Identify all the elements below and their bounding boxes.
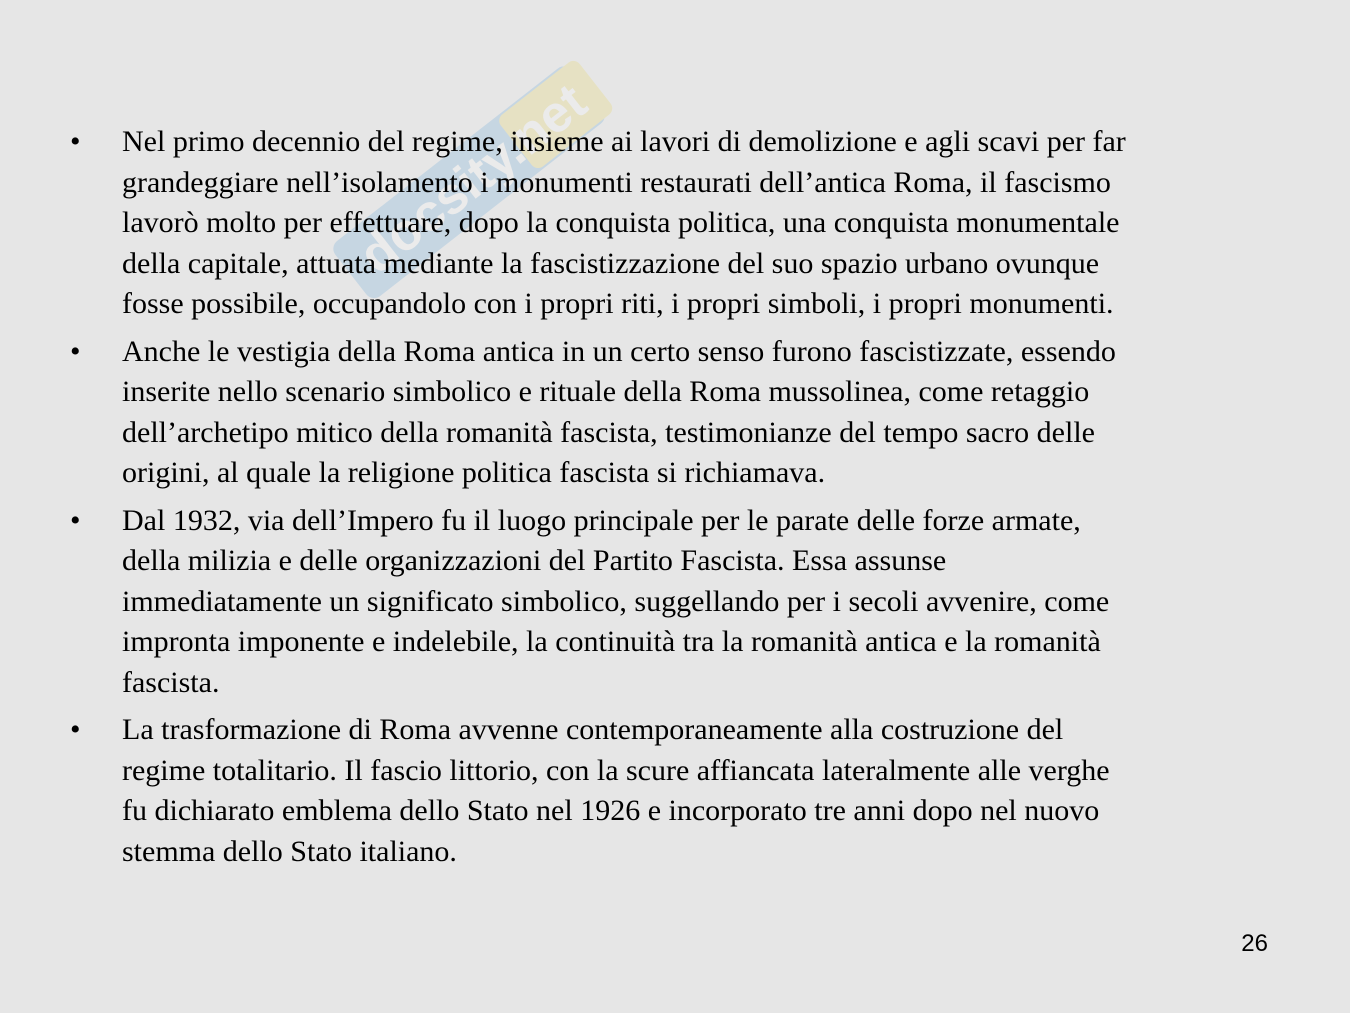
- bullet-text-line: dell’archetipo mitico della romanità fascista, testimonianze del tempo sacro delle: [122, 415, 1095, 449]
- bullet-text-line: origini, al quale la religione politica fascista si richiamava.: [122, 456, 826, 489]
- bullet-text-line: inserite nello scenario simbolico e rituale della Roma mussolinea, come retaggio: [122, 375, 1090, 408]
- bullet-text-line: La trasformazione di Roma avvenne contemporaneamente alla costruzione del: [122, 713, 1064, 746]
- bullet-text-line: regime totalitario. Il fascio littorio, con la scure affiancata lateralmente alle verghe: [122, 753, 1110, 787]
- watermark-text: docsity.net: [348, 72, 598, 286]
- bullet-text-line: Dal 1932, via dell’Impero fu il luogo principale per le parate delle forze armate,: [122, 503, 1081, 537]
- bullet-text-line: grandeggiare nell’isolamento i monumenti restaurati dell’antica Roma, il fascismo: [122, 165, 1111, 199]
- bullet-item: [60, 332, 1290, 494]
- bullet-text-line: Nel primo decennio del regime, insieme ai lavori di demolizione e agli scavi per far: [122, 125, 1126, 158]
- bullet-marker: •: [70, 713, 81, 746]
- bullet-list: [60, 122, 1290, 879]
- bullet-text-line: della capitale, attuata mediante la fascistizzazione del suo spazio urbano ovunque: [122, 246, 1100, 280]
- bullet-text-line: Anche le vestigia della Roma antica in un certo senso furono fascistizzate, essendo: [122, 334, 1116, 368]
- bullet-marker: •: [70, 125, 81, 158]
- bullet-marker: •: [70, 334, 81, 368]
- page-number: 26: [1241, 930, 1268, 957]
- bullet-item: [60, 710, 1290, 872]
- bullet-text-line: immediatamente un significato simbolico, suggellando per i secoli avvenire, come: [122, 584, 1110, 618]
- bullet-marker: •: [70, 503, 81, 537]
- bullet-text-line: della milizia e delle organizzazioni del Partito Fascista. Essa assunse: [122, 544, 947, 577]
- bullet-text-line: stemma dello Stato italiano.: [122, 834, 457, 868]
- bullet-text-line: fu dichiarato emblema dello Stato nel 1926 e incorporato tre anni dopo nel nuovo: [122, 794, 1100, 827]
- bullet-text-line: lavorò molto per effettuare, dopo la conquista politica, una conquista monumentale: [122, 206, 1120, 239]
- bullet-text-line: fascista.: [122, 665, 220, 699]
- bullet-item: [60, 122, 1290, 325]
- bullet-text-line: fosse possibile, occupandolo con i propri riti, i propri simboli, i propri monumenti.: [122, 287, 1114, 320]
- bullet-item: [60, 501, 1290, 704]
- bullet-text-line: impronta imponente e indelebile, la continuità tra la romanità antica e la romanità: [122, 625, 1101, 658]
